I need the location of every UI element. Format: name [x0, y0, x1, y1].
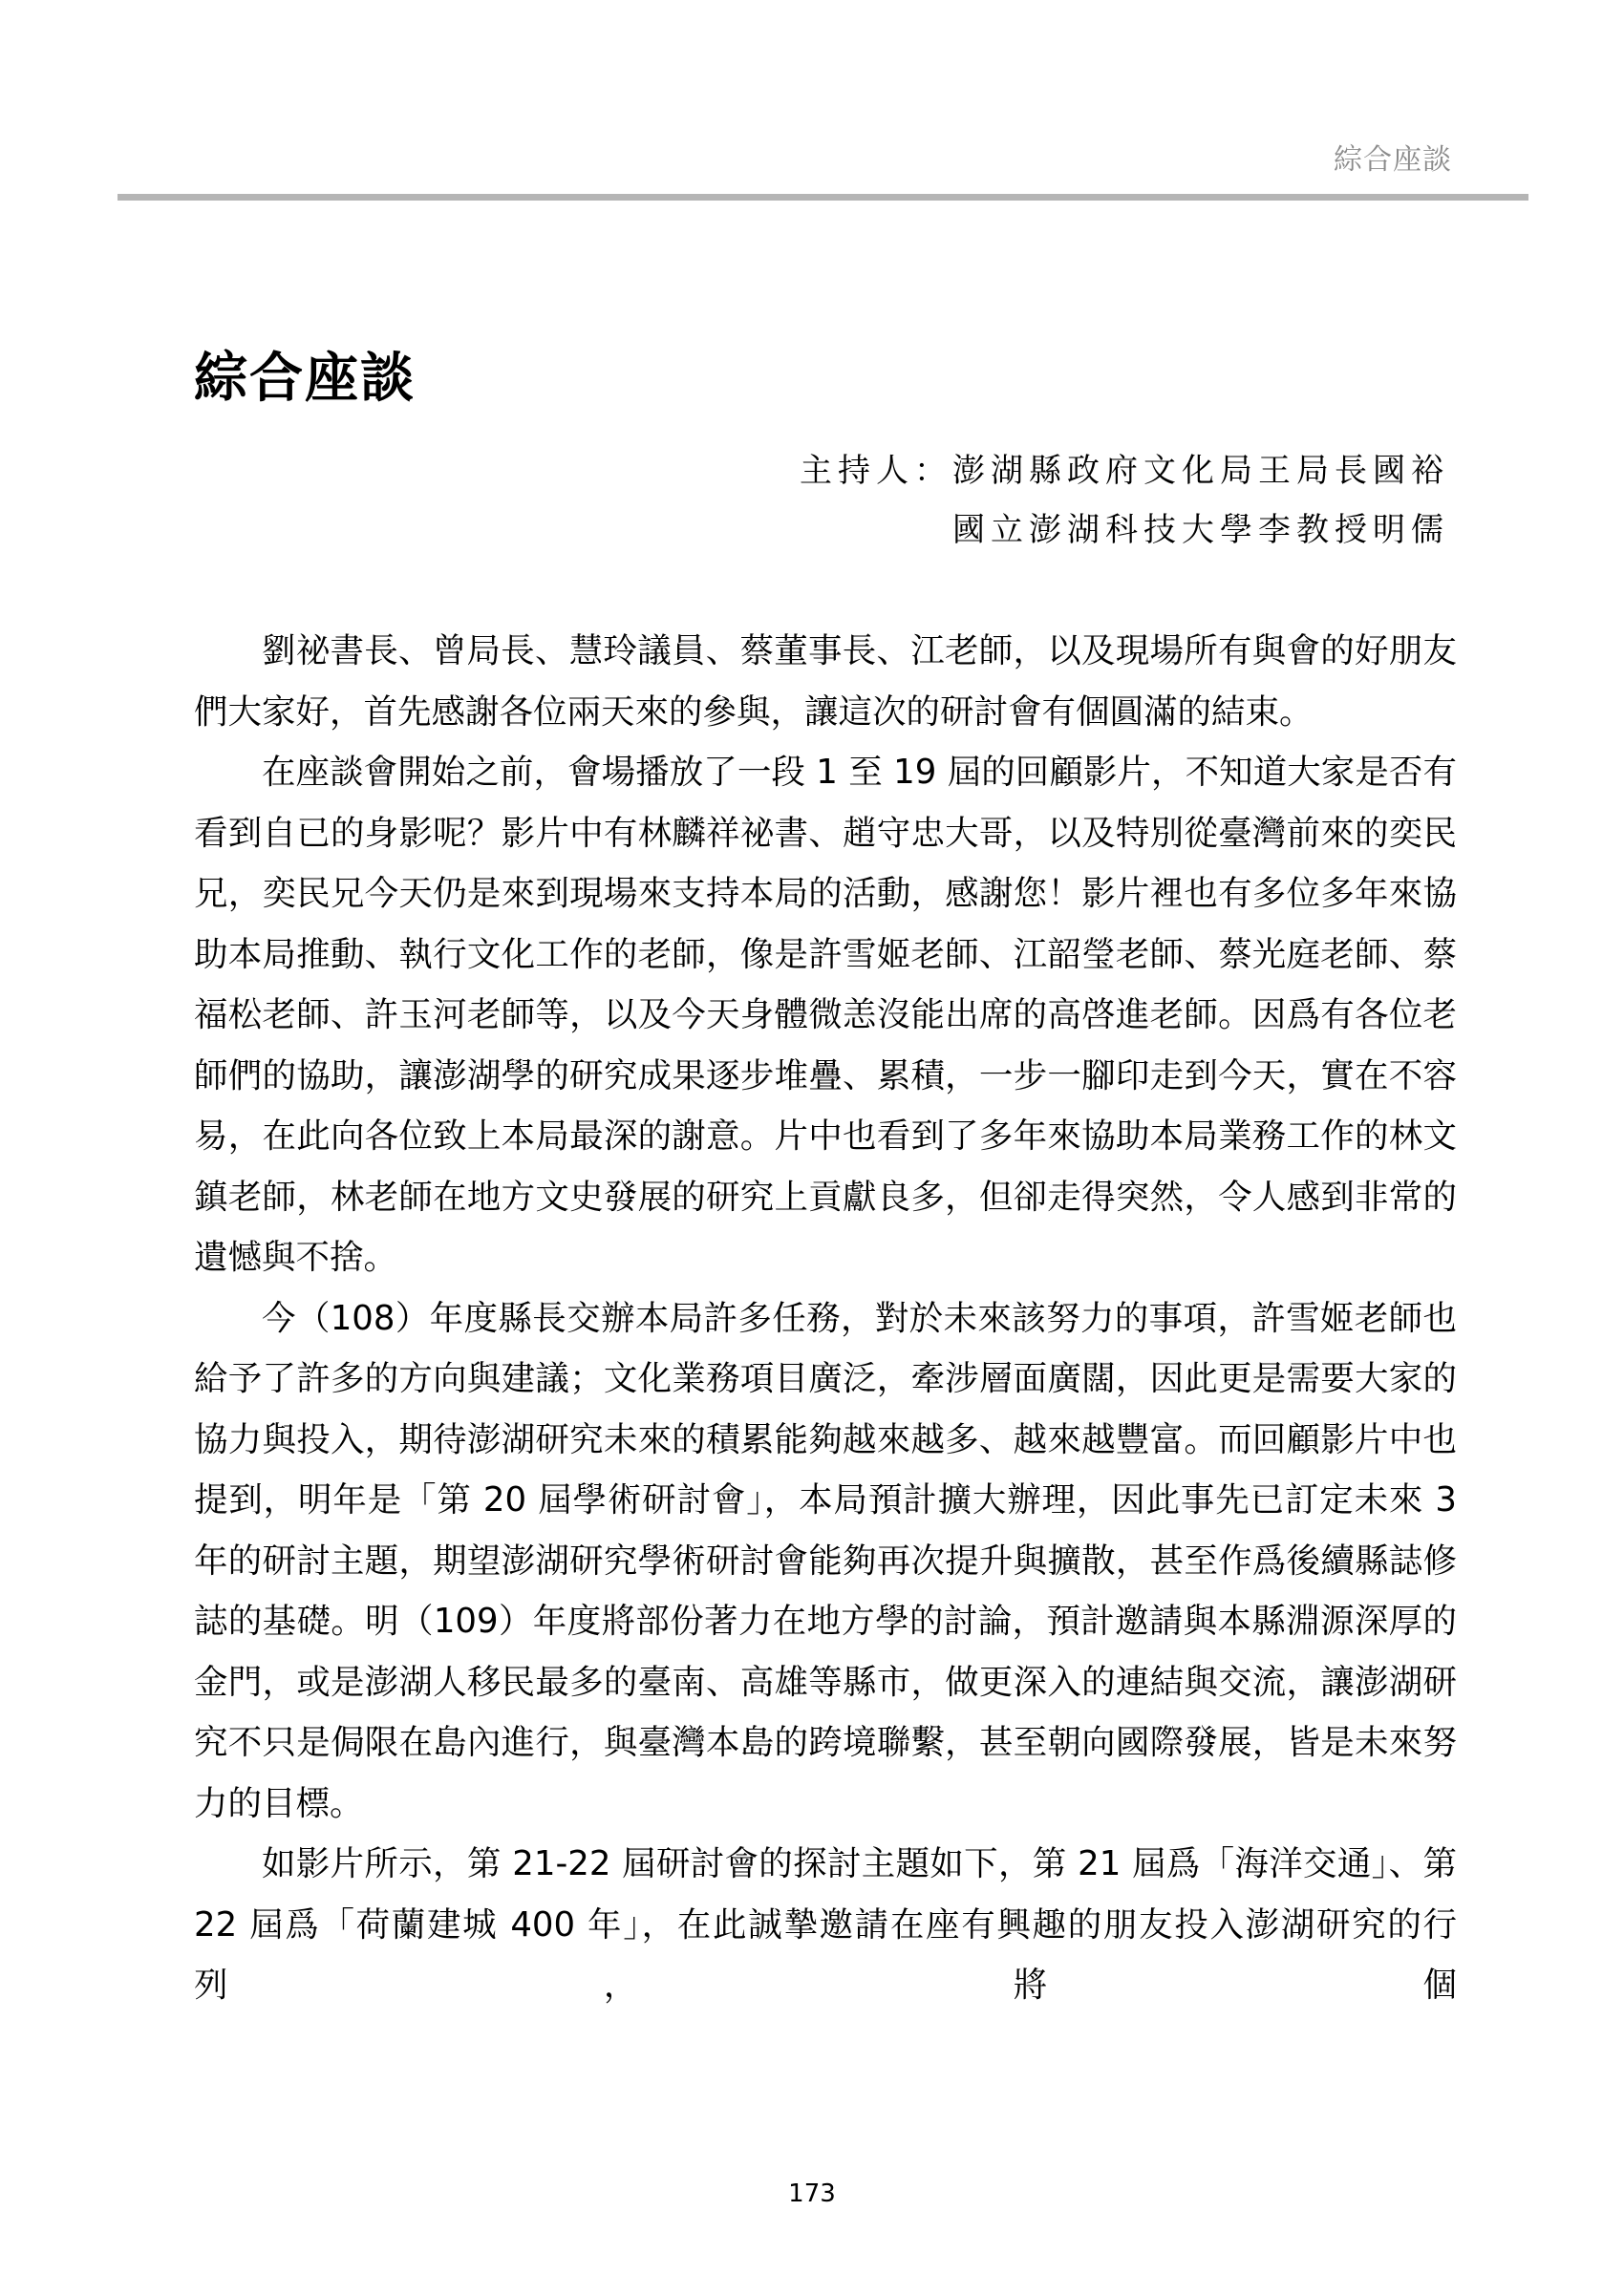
paragraph-4: 如影片所示，第 21-22 屆研討會的探討主題如下，第 21 屆爲「海洋交通」、第 22 屆爲「荷蘭建城 400 年」，在此誠摯邀請在座有興趣的朋友投入澎湖研究的行列，將個 [194, 1844, 1457, 2005]
running-head: 綜合座談 [1334, 143, 1452, 177]
moderators-block [800, 441, 1449, 560]
moderator-line-1: 主持人：澎湖縣政府文化局王局長國裕 [800, 452, 1449, 490]
paragraph-2: 在座談會開始之前，會場播放了一段 1 至 19 屆的回顧影片，不知道大家是否有看到自已的身影呢？影片中有林麟祥祕書、趙守忠大哥，以及特別從臺灣前來的奕民兄，奕民兄今天仍是來到現場來支持本局的活動，感謝您！影片裡也有多位多年來協助本局推動、執行文化工作的老師，像是許雪姬老師、江韶瑩老師、蔡光庭老師、蔡福松老師、許玉河老師等，以及今天身體微恙沒能出席的高啓進老師。因爲有各位老師們的協助，讓澎湖學的研究成果逐步堆疊、累積，一步一腳印走到今天，實在不容易，在此向各位致上本局最深的謝意。片中也看到了多年來協助本局業務工作的林文鎮老師，林老師在地方文史發展的研究上貢獻良多，但卻走得突然，令人感到非常的遺憾與不捨。 [194, 753, 1457, 1277]
body-text [194, 621, 1457, 2016]
moderator-line-2: 國立澎湖科技大學李教授明儒 [952, 511, 1449, 549]
section-title: 綜合座談 [194, 347, 416, 410]
header-rule [118, 194, 1528, 201]
paragraph-3: 今（108）年度縣長交辦本局許多任務，對於未來該努力的事項，許雪姬老師也給予了許多的方向與建議；文化業務項目廣泛，牽涉層面廣闊，因此更是需要大家的協力與投入，期待澎湖研究未來的積累能夠越來越多、越來越豐富。而回顧影片中也提到，明年是「第 20 屆學術研討會」，本局預計擴大辦理，因此事先已訂定未來 3 年的研討主題，期望澎湖研究學術研討會能夠再次提升與擴散，甚至作爲後續縣誌修誌的基礎。明（109）年度將部份著力在地方學的討論，預計邀請與本縣淵源深厚的金門，或是澎湖人移民最多的臺南、高雄等縣市，做更深入的連結與交流，讓澎湖研究不只是侷限在島內進行，與臺灣本島的跨境聯繫，甚至朝向國際發展，皆是未來努力的目標。 [194, 1298, 1457, 1823]
paragraph-1: 劉祕書長、曾局長、慧玲議員、蔡董事長、江老師，以及現場所有與會的好朋友們大家好，首先感謝各位兩天來的參與，讓這次的研討會有個圓滿的結束。 [194, 631, 1457, 732]
page-number: 173 [788, 2179, 836, 2208]
